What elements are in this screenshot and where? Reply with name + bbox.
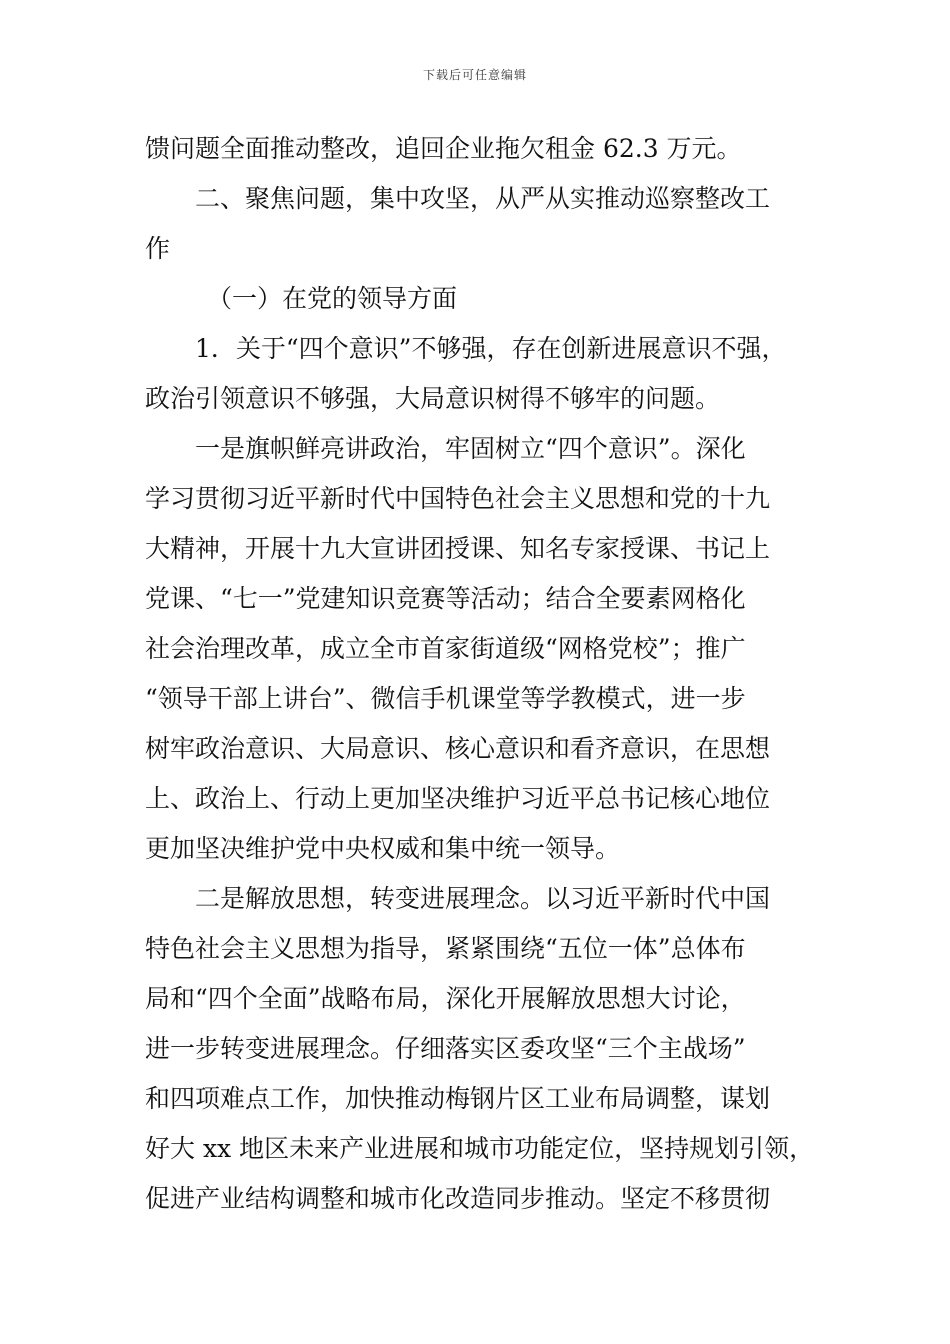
text-line: 上、政治上、行动上更加坚决维护习近平总书记核心地位 (145, 784, 771, 813)
text-line: 二是解放思想，转变进展理念。以习近平新时代中国 (195, 884, 771, 913)
text-line: “领导干部上讲台”、微信手机课堂等学教模式，进一步 (145, 684, 746, 713)
text-line: 学习贯彻习近平新时代中国特色社会主义思想和党的十九 (145, 484, 771, 513)
text-line: 一是旗帜鲜亮讲政治，牢固树立“四个意识”。深化 (195, 434, 746, 463)
text-line: 党课、“七一”党建知识竞赛等活动；结合全要素网格化 (145, 584, 746, 613)
body-text (145, 124, 815, 1224)
text-line: 树牢政治意识、大局意识、核心意识和看齐意识，在思想 (145, 734, 771, 763)
text-line: 大精神，开展十九大宣讲团授课、知名专家授课、书记上 (145, 534, 771, 563)
text-line: 和四项难点工作，加快推动梅钢片区工业布局调整，谋划 (145, 1084, 771, 1113)
text-line: 社会治理改革，成立全市首家街道级“网格党校”；推广 (145, 634, 746, 663)
section-heading-line: 二、聚焦问题，集中攻坚，从严从实推动巡察整改工 (195, 184, 771, 213)
text-line: 更加坚决维护党中央权威和集中统一领导。 (145, 834, 621, 863)
text-line: 特色社会主义思想为指导，紧紧围绕“五位一体”总体布 (145, 934, 746, 963)
text-line: 政治引领意识不够强，大局意识树得不够牢的问题。 (145, 384, 721, 413)
text-line: 1．关于“四个意识”不够强，存在创新进展意识不强， (195, 334, 787, 363)
header-note: 下载后可任意编辑 (422, 68, 527, 82)
section-heading-line: 作 (145, 234, 171, 263)
subsection-heading: （一）在党的领导方面 (207, 284, 458, 313)
text-line: 好大 xx 地区未来产业进展和城市功能定位，坚持规划引领， (145, 1134, 815, 1163)
text-line: 促进产业结构调整和城市化改造同步推动。坚定不移贯彻 (145, 1184, 771, 1213)
text-line: 局和“四个全面”战略布局，深化开展解放思想大讨论， (145, 984, 746, 1013)
text-line: 进一步转变进展理念。仔细落实区委攻坚“三个主战场” (145, 1034, 746, 1063)
text-line: 馈问题全面推动整改，追回企业拖欠租金 62.3 万元。 (145, 134, 742, 163)
